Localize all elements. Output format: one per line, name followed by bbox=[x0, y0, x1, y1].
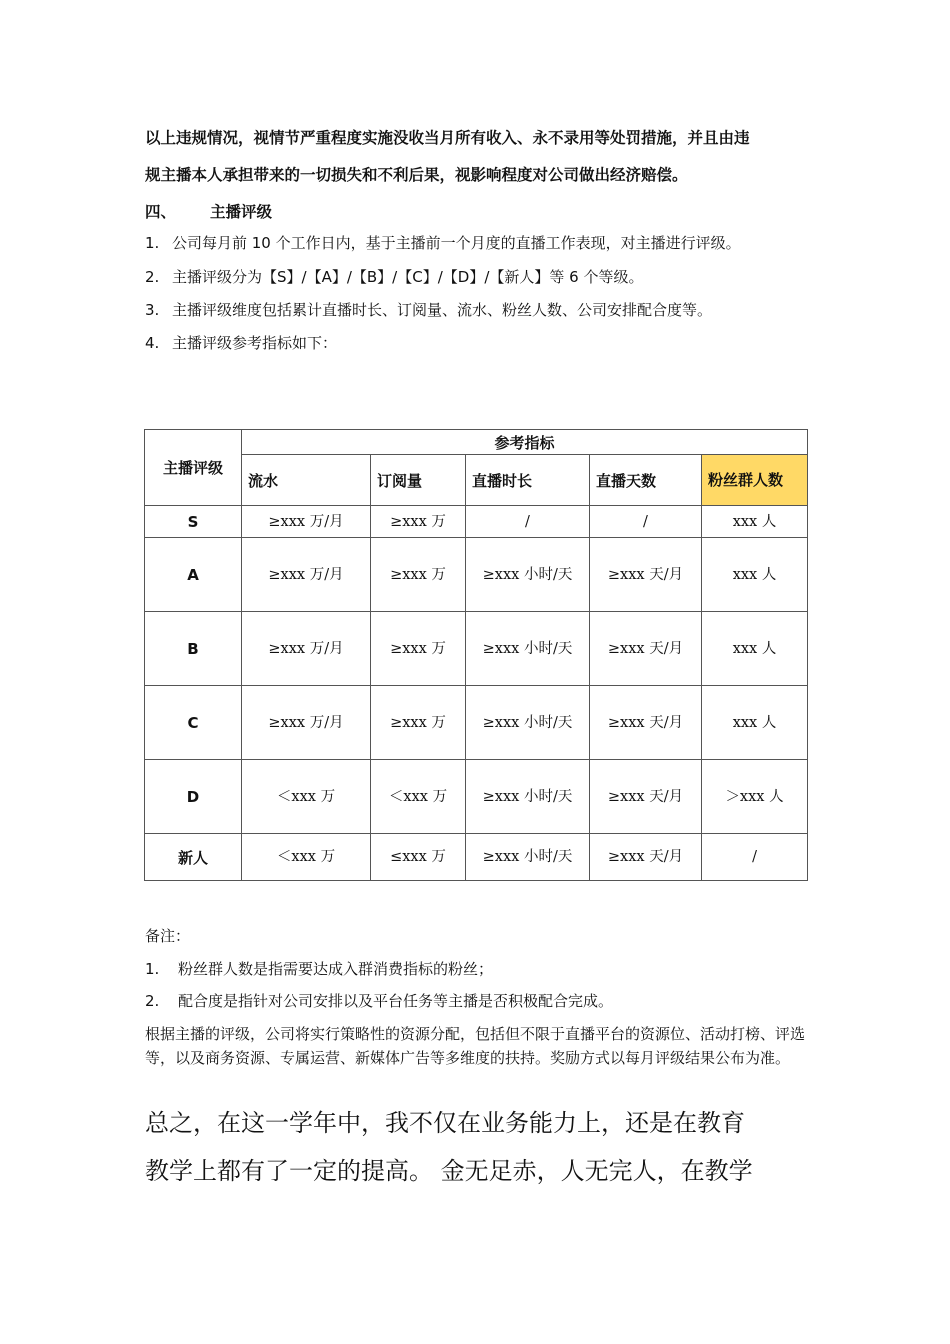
table-cell: ≥xxx 天/月 bbox=[590, 760, 702, 834]
table-cell: xxx 人 bbox=[702, 686, 808, 760]
grade-cell: C bbox=[145, 686, 242, 760]
table-cell: ＞xxx 人 bbox=[702, 760, 808, 834]
note-item-number: 1. bbox=[145, 960, 160, 978]
list-item-number: 4. bbox=[145, 334, 160, 352]
table-cell: ≥xxx 万/月 bbox=[242, 612, 371, 686]
list-item bbox=[145, 332, 337, 353]
table-row bbox=[145, 834, 808, 881]
table-cell: ≥xxx 小时/天 bbox=[466, 538, 590, 612]
note-item-number: 2. bbox=[145, 992, 160, 1010]
note-item bbox=[145, 958, 493, 979]
table-cell: ≥xxx 万 bbox=[371, 538, 466, 612]
table-cell: xxx 人 bbox=[702, 538, 808, 612]
summary-line-2: 教学上都有了一定的提高。 金无足赤，人无完人，在教学 bbox=[145, 1157, 753, 1185]
table-cell: xxx 人 bbox=[702, 506, 808, 538]
column-header-fan-group-size: 粉丝群人数 bbox=[702, 455, 808, 506]
table-cell: ≥xxx 天/月 bbox=[590, 538, 702, 612]
notes-label: 备注： bbox=[145, 927, 191, 945]
grade-column-header: 主播评级 bbox=[145, 430, 242, 506]
table-row bbox=[145, 538, 808, 612]
table-row bbox=[145, 760, 808, 834]
list-item-text: 公司每月前 10 个工作日内，基于主播前一个月度的直播工作表现，对主播进行评级。 bbox=[172, 234, 741, 252]
list-item bbox=[145, 232, 741, 253]
violation-summary-line-2: 规主播本人承担带来的一切损失和不利后果，视影响程度对公司做出经济赔偿。 bbox=[145, 166, 688, 184]
table-row bbox=[145, 686, 808, 760]
resource-allocation-paragraph: 根据主播的评级，公司将实行策略性的资源分配，包括但不限于直播平台的资源位、活动打榜、评选等，以及商务资源、专属运营、新媒体广告等多维度的扶持。奖励方式以每月评级结果公布为准。 bbox=[145, 1025, 806, 1067]
table-cell: ≥xxx 小时/天 bbox=[466, 686, 590, 760]
table-cell: ＜xxx 万 bbox=[242, 834, 371, 881]
table-cell: ≥xxx 万 bbox=[371, 686, 466, 760]
grade-cell: D bbox=[145, 760, 242, 834]
table-cell: ≥xxx 天/月 bbox=[590, 686, 702, 760]
list-item-number: 2. bbox=[145, 268, 160, 286]
grading-table bbox=[144, 429, 808, 881]
table-row bbox=[145, 612, 808, 686]
section-number: 四、 bbox=[145, 203, 177, 221]
list-item-text: 主播评级维度包括累计直播时长、订阅量、流水、粉丝人数、公司安排配合度等。 bbox=[172, 301, 713, 319]
table-row bbox=[145, 506, 808, 538]
grade-cell: B bbox=[145, 612, 242, 686]
grade-cell: A bbox=[145, 538, 242, 612]
table-cell: ≥xxx 万/月 bbox=[242, 538, 371, 612]
list-item-number: 3. bbox=[145, 301, 160, 319]
table-cell: xxx 人 bbox=[702, 612, 808, 686]
column-header-revenue: 流水 bbox=[242, 455, 371, 506]
table-cell: ＜xxx 万 bbox=[242, 760, 371, 834]
list-item bbox=[145, 266, 643, 287]
table-cell: ≥xxx 万/月 bbox=[242, 506, 371, 538]
note-item bbox=[145, 990, 613, 1011]
column-header-subscriptions: 订阅量 bbox=[371, 455, 466, 506]
table-cell: ≥xxx 万 bbox=[371, 506, 466, 538]
table-cell: ＜xxx 万 bbox=[371, 760, 466, 834]
grade-cell: S bbox=[145, 506, 242, 538]
column-header-stream-days: 直播天数 bbox=[590, 455, 702, 506]
summary-line-1: 总之，在这一学年中，我不仅在业务能力上，还是在教育 bbox=[145, 1109, 745, 1137]
note-item-text: 粉丝群人数是指需要达成入群消费指标的粉丝； bbox=[178, 960, 494, 978]
list-item bbox=[145, 299, 712, 320]
section-title: 主播评级 bbox=[210, 203, 273, 221]
table-cell: ≥xxx 万/月 bbox=[242, 686, 371, 760]
list-item-text: 主播评级分为【S】/【A】/【B】/【C】/【D】/【新人】等 6 个等级。 bbox=[172, 268, 644, 286]
table-cell: / bbox=[590, 506, 702, 538]
table-cell: ≥xxx 天/月 bbox=[590, 612, 702, 686]
column-header-stream-hours: 直播时长 bbox=[466, 455, 590, 506]
table-subheader-row bbox=[145, 455, 808, 506]
note-item-text: 配合度是指针对公司安排以及平台任务等主播是否积极配合完成。 bbox=[178, 992, 614, 1010]
section-heading bbox=[145, 200, 272, 222]
list-item-text: 主播评级参考指标如下： bbox=[172, 334, 338, 352]
table-cell: ≥xxx 万 bbox=[371, 612, 466, 686]
table-cell: ≤xxx 万 bbox=[371, 834, 466, 881]
reference-indicators-header: 参考指标 bbox=[242, 430, 808, 455]
list-item-number: 1. bbox=[145, 234, 160, 252]
table-cell: ≥xxx 小时/天 bbox=[466, 760, 590, 834]
table-cell: ≥xxx 小时/天 bbox=[466, 612, 590, 686]
table-cell: ≥xxx 小时/天 bbox=[466, 834, 590, 881]
table-cell: / bbox=[702, 834, 808, 881]
grade-cell: 新人 bbox=[145, 834, 242, 881]
violation-summary-line-1: 以上违规情况，视情节严重程度实施没收当月所有收入、永不录用等处罚措施，并且由违 bbox=[145, 129, 750, 147]
table-cell: ≥xxx 天/月 bbox=[590, 834, 702, 881]
table-cell: / bbox=[466, 506, 590, 538]
table-header-row bbox=[145, 430, 808, 455]
